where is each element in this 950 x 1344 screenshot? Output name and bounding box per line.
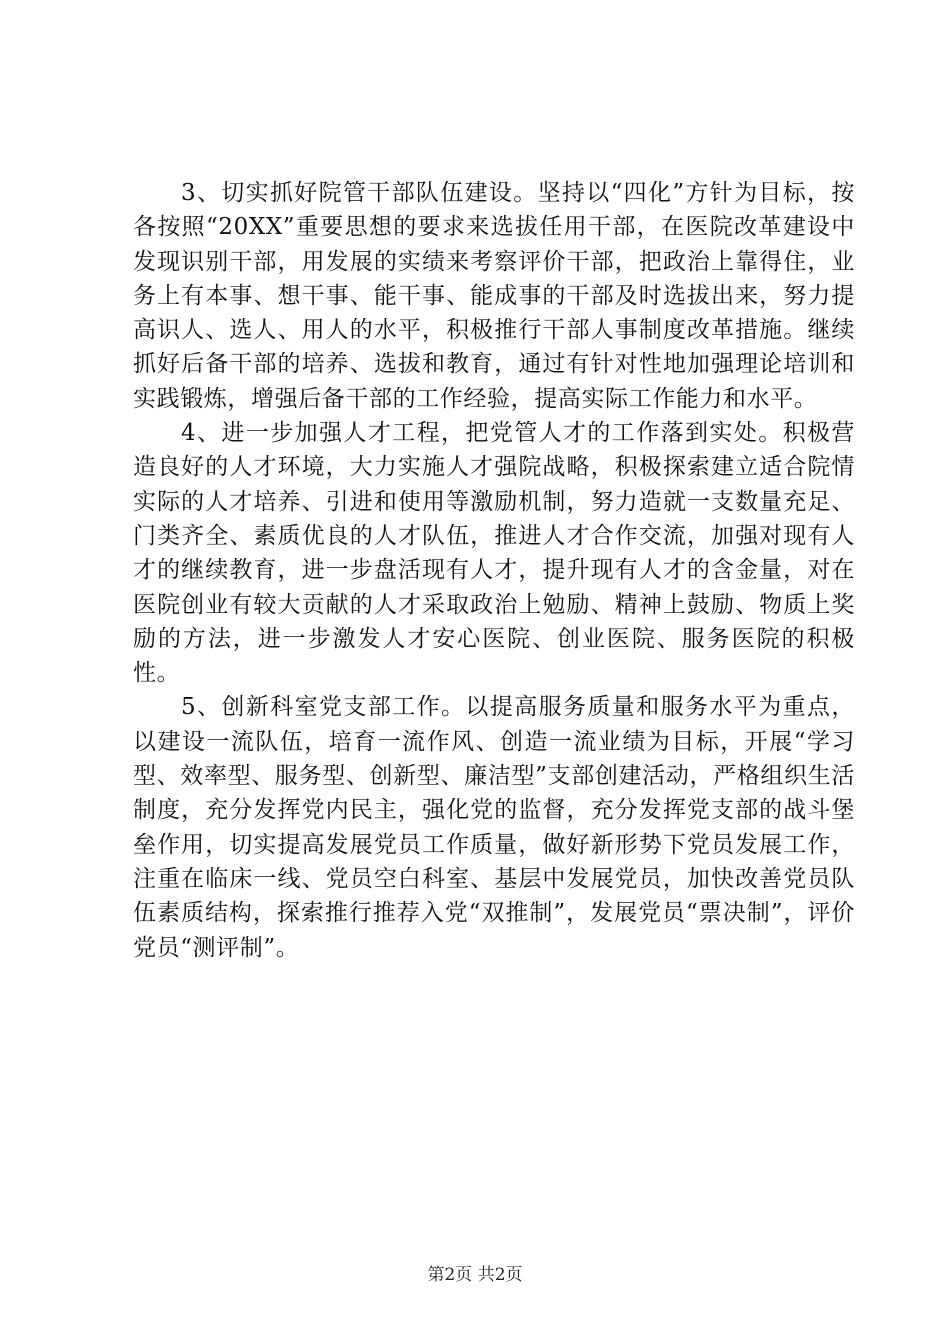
document-body xyxy=(133,176,855,965)
page-footer: 第2页 共2页 xyxy=(427,1265,523,1285)
paragraph-5: 5、创新科室党支部工作。以提高服务质量和服务水平为重点，以建设一流队伍，培育一流作风、创造一流业绩为目标，开展“学习型、效率型、服务型、创新型、廉洁型”支部创建活动，严格组织生活制度，充分发挥党内民主，强化党的监督，充分发挥党支部的战斗堡垒作用，切实提高发展党员工作质量，做好新形势下党员发展工作，注重在临床一线、党员空白科室、基层中发展党员，加快改善党员队伍素质结构，探索推行推荐入党“双推制”，发展党员“票决制”，评价党员“测评制”。 xyxy=(133,694,855,961)
paragraph-3: 3、切实抓好院管干部队伍建设。坚持以“四化”方针为目标，按各按照“20XX”重要思想的要求来选拔任用干部，在医院改革建设中发现识别干部，用发展的实绩来考察评价干部，把政治上靠得住，业务上有本事、想干事、能干事、能成事的干部及时选拔出来，努力提高识人、选人、用人的水平，积极推行干部人事制度改革措施。继续抓好后备干部的培养、选拔和教育，通过有针对性地加强理论培训和实践锻炼，增强后备干部的工作经验，提高实际工作能力和水平。 xyxy=(133,180,855,412)
paragraph-4: 4、进一步加强人才工程，把党管人才的工作落到实处。积极营造良好的人才环境，大力实施人才强院战略，积极探索建立适合院情实际的人才培养、引进和使用等激励机制，努力造就一支数量充足、门类齐全、素质优良的人才队伍，推进人才合作交流，加强对现有人才的继续教育，进一步盘活现有人才，提升现有人才的含金量，对在医院创业有较大贡献的人才采取政治上勉励、精神上鼓励、物质上奖励的方法，进一步激发人才安心医院、创业医院、服务医院的积极性。 xyxy=(133,420,855,687)
